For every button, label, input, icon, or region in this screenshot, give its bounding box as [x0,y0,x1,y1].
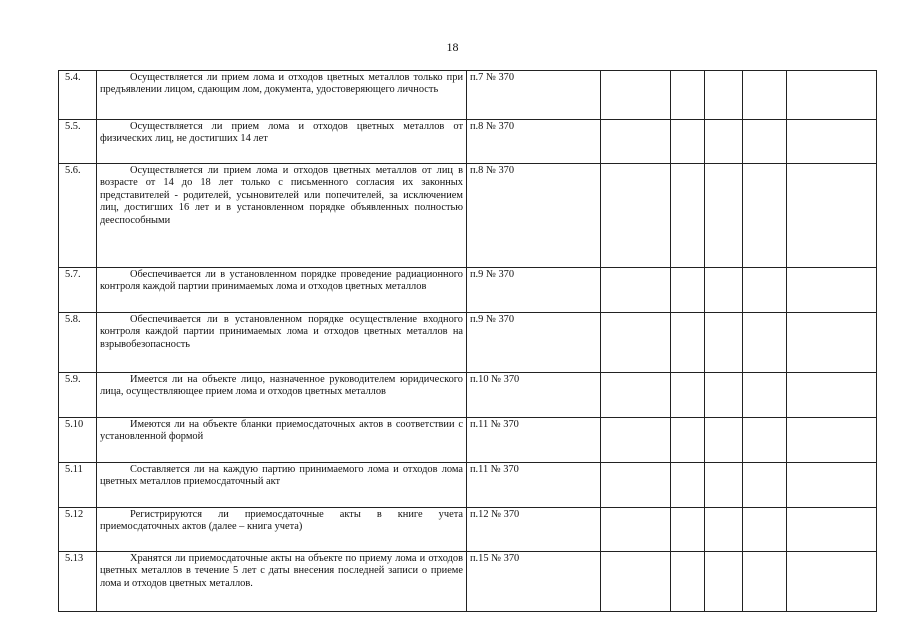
row-number: 5.9. [59,373,97,418]
row-question: Хранятся ли приемосдаточные акты на объекте по приему лома и отходов цветных металлов в течение 5 лет с даты внесения последней записи о приеме лома и отходов цветных металлов. [97,552,467,612]
answer-cell [705,164,743,268]
answer-cell [601,552,671,612]
answer-cell [705,552,743,612]
answer-cell [743,71,787,120]
answer-cell [671,463,705,508]
table-row [59,418,877,463]
row-reference: п.8 № 370 [467,164,601,268]
row-reference: п.10 № 370 [467,373,601,418]
answer-cell [787,418,877,463]
answer-cell [787,164,877,268]
answer-cell [787,508,877,552]
row-number: 5.10 [59,418,97,463]
answer-cell [601,313,671,373]
answer-cell [601,164,671,268]
answer-cell [601,373,671,418]
answer-cell [601,71,671,120]
answer-cell [743,164,787,268]
checklist-table [58,70,877,612]
row-question: Осуществляется ли прием лома и отходов цветных металлов от физических лиц, не достигших 14 лет [97,120,467,164]
answer-cell [705,120,743,164]
row-number: 5.8. [59,313,97,373]
answer-cell [743,418,787,463]
answer-cell [787,268,877,313]
answer-cell [743,463,787,508]
answer-cell [787,552,877,612]
table-row [59,71,877,120]
answer-cell [743,552,787,612]
row-number: 5.13 [59,552,97,612]
answer-cell [787,120,877,164]
answer-cell [705,313,743,373]
table-row [59,120,877,164]
answer-cell [705,463,743,508]
answer-cell [787,463,877,508]
answer-cell [601,120,671,164]
row-question: Имеется ли на объекте лицо, назначенное руководителем юридического лица, осуществляющее прием лома и отходов цветных металлов [97,373,467,418]
row-question: Имеются ли на объекте бланки приемосдаточных актов в соответствии с установленной формой [97,418,467,463]
answer-cell [787,373,877,418]
answer-cell [601,418,671,463]
row-reference: п.12 № 370 [467,508,601,552]
answer-cell [743,120,787,164]
row-reference: п.8 № 370 [467,120,601,164]
answer-cell [787,71,877,120]
row-number: 5.12 [59,508,97,552]
row-number: 5.5. [59,120,97,164]
answer-cell [671,418,705,463]
answer-cell [671,120,705,164]
row-reference: п.7 № 370 [467,71,601,120]
table-row [59,463,877,508]
table-row [59,268,877,313]
answer-cell [787,313,877,373]
row-reference: п.15 № 370 [467,552,601,612]
answer-cell [671,508,705,552]
answer-cell [743,268,787,313]
table-row [59,313,877,373]
row-question: Обеспечивается ли в установленном порядке осуществление входного контроля каждой партии принимаемых лома и отходов цветных металлов на взрывобезопасность [97,313,467,373]
answer-cell [705,71,743,120]
table-row [59,164,877,268]
table-row [59,373,877,418]
row-reference: п.9 № 370 [467,313,601,373]
answer-cell [601,268,671,313]
answer-cell [671,552,705,612]
table-row [59,508,877,552]
answer-cell [671,268,705,313]
row-reference: п.11 № 370 [467,463,601,508]
answer-cell [705,418,743,463]
answer-cell [743,373,787,418]
answer-cell [743,313,787,373]
answer-cell [671,313,705,373]
answer-cell [671,71,705,120]
answer-cell [601,463,671,508]
row-number: 5.7. [59,268,97,313]
answer-cell [705,373,743,418]
answer-cell [705,508,743,552]
table-row [59,552,877,612]
row-number: 5.4. [59,71,97,120]
row-number: 5.6. [59,164,97,268]
row-question: Составляется ли на каждую партию принимаемого лома и отходов лома цветных металлов приемосдаточный акт [97,463,467,508]
answer-cell [705,268,743,313]
answer-cell [671,373,705,418]
row-question: Регистрируются ли приемосдаточные акты в книге учета приемосдаточных актов (далее – книга учета) [97,508,467,552]
row-reference: п.11 № 370 [467,418,601,463]
row-question: Осуществляется ли прием лома и отходов цветных металлов от лиц в возрасте от 14 до 18 лет только с письменного согласия их законных представителей - родителей, усыновителей или попечителей, за исключением лиц, достигших 16 лет и в установленном порядке объявленных полностью дееспособными [97,164,467,268]
row-number: 5.11 [59,463,97,508]
answer-cell [671,164,705,268]
row-reference: п.9 № 370 [467,268,601,313]
answer-cell [743,508,787,552]
row-question: Осуществляется ли прием лома и отходов цветных металлов только при предъявлении лицом, сдающим лом, документа, удостоверяющего личность [97,71,467,120]
row-question: Обеспечивается ли в установленном порядке проведение радиационного контроля каждой партии принимаемых лома и отходов цветных металлов [97,268,467,313]
answer-cell [601,508,671,552]
page-number: 18 [446,40,459,54]
